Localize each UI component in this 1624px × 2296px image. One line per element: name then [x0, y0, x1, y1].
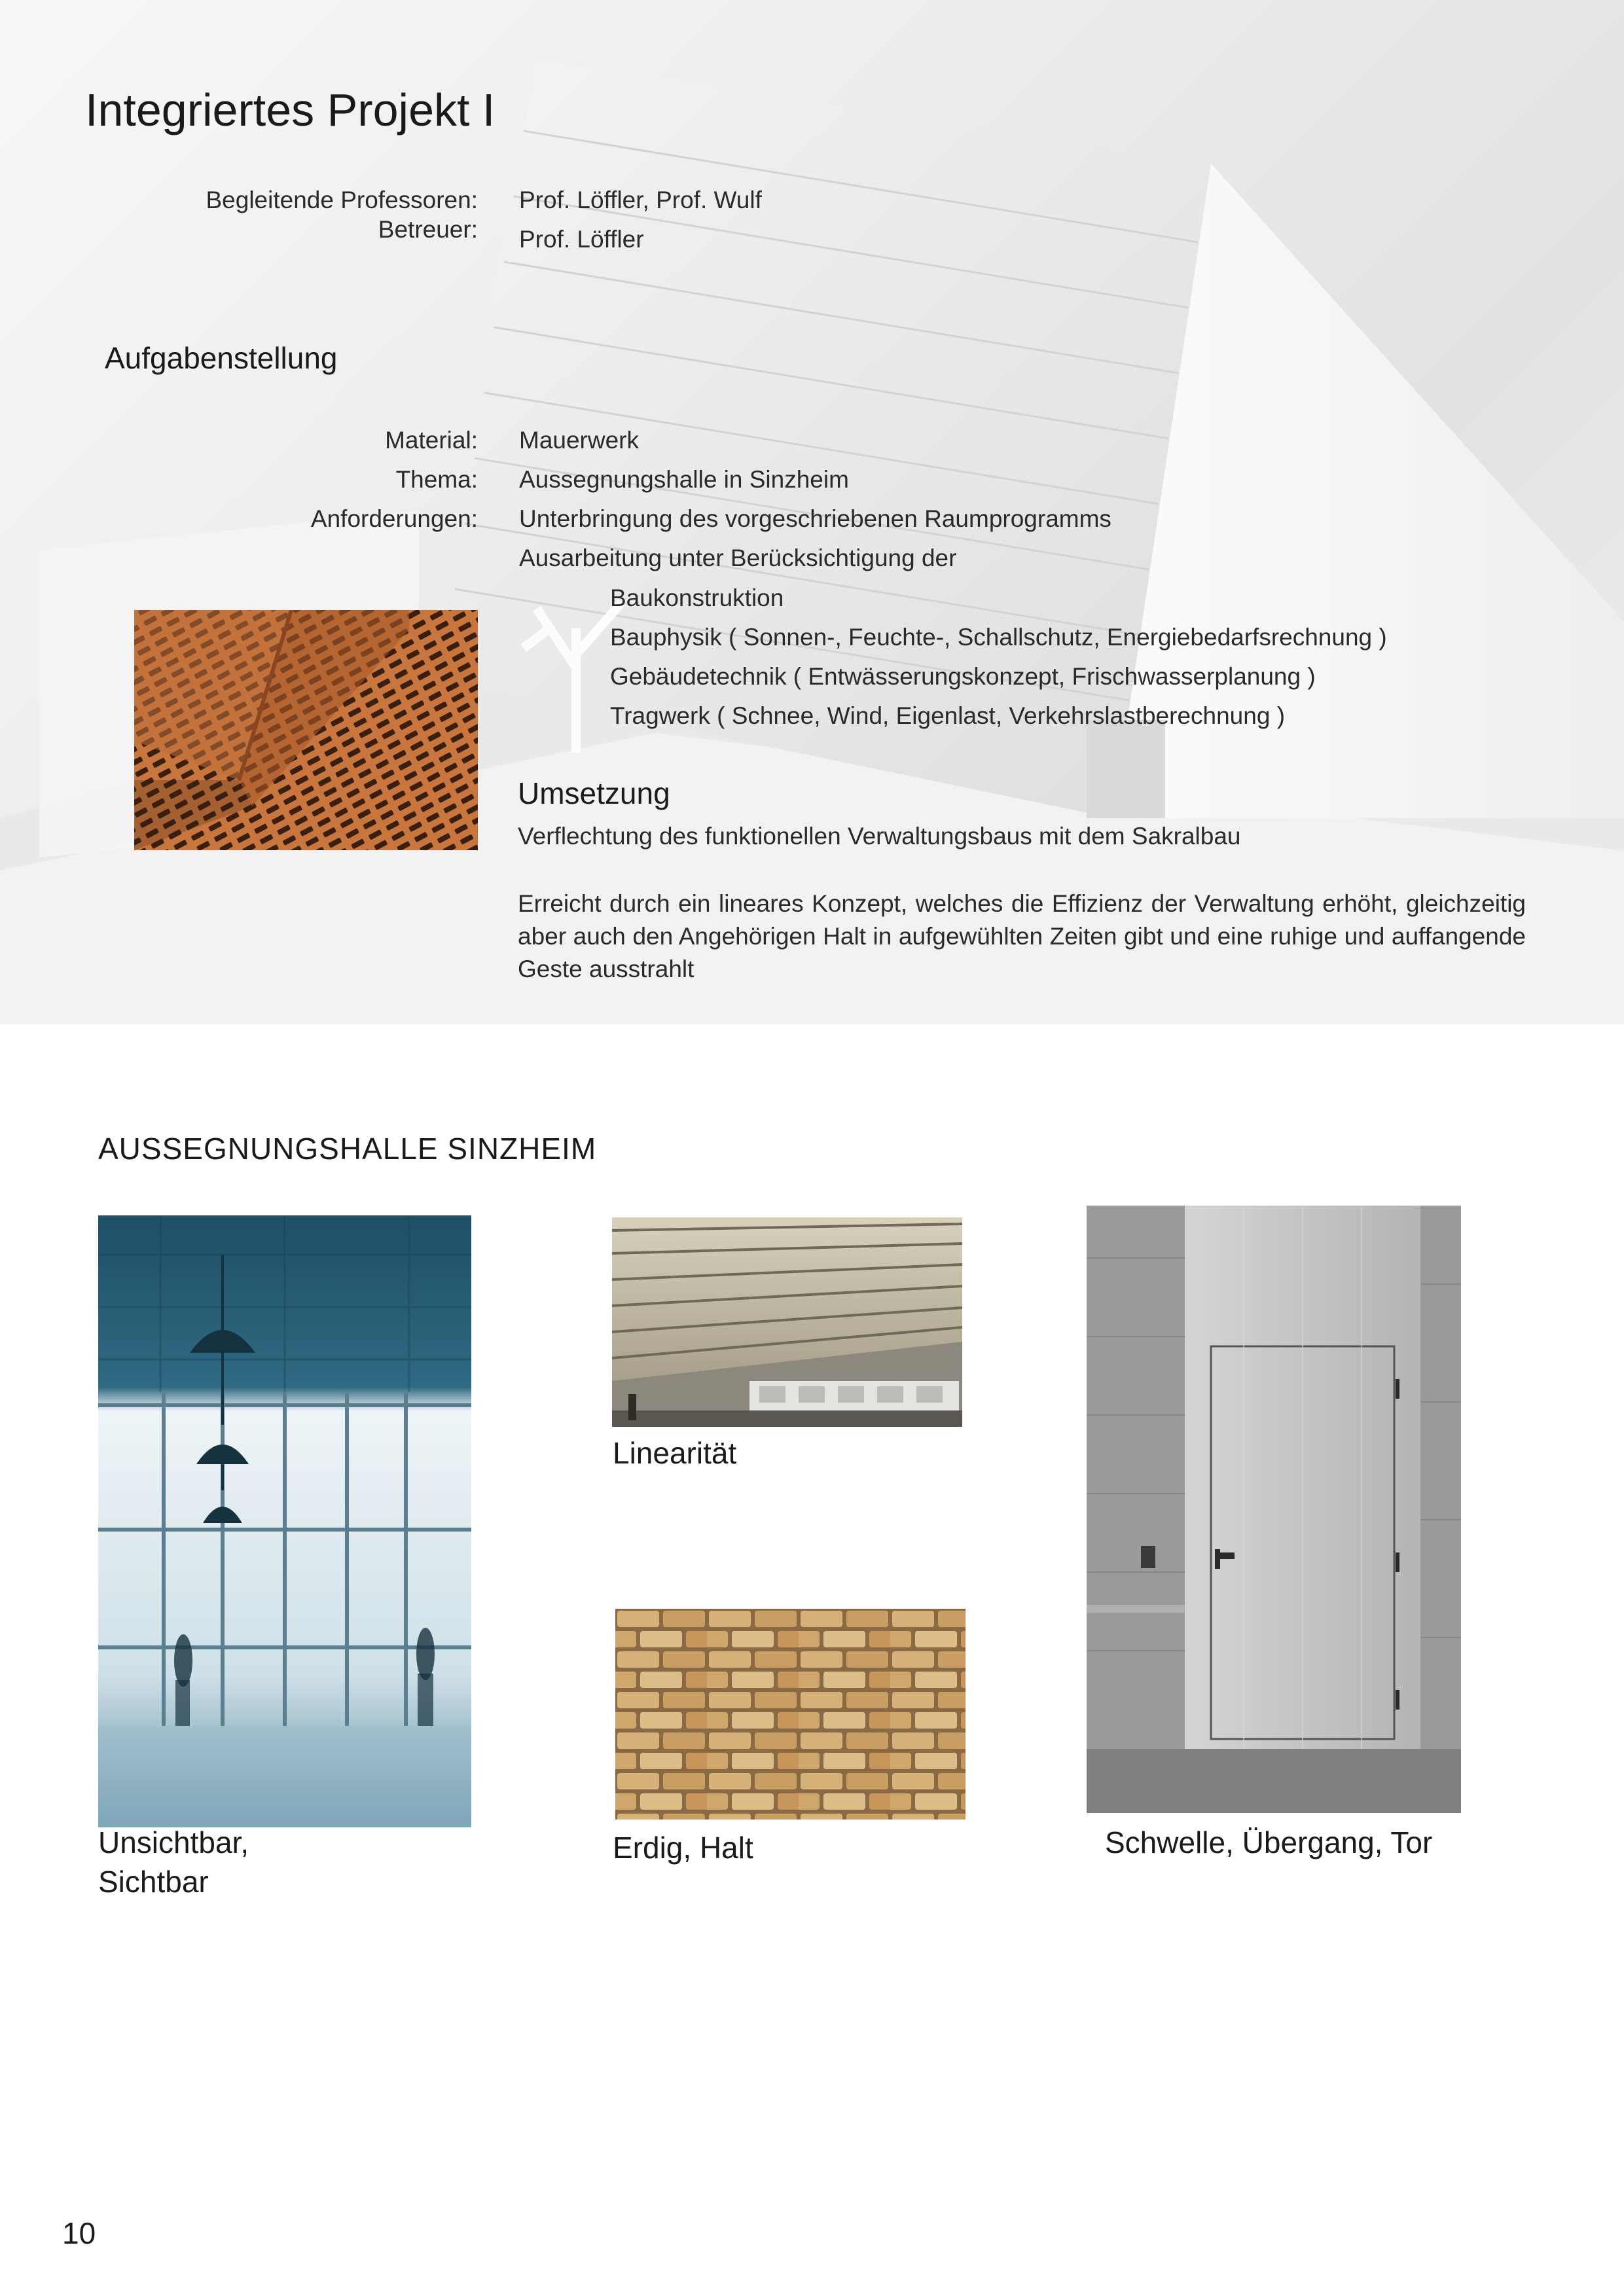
hall-image — [98, 1215, 471, 1827]
material-value: Mauerwerk — [519, 427, 639, 454]
implementation-heading: Umsetzung — [518, 776, 670, 810]
requirement-item: Unterbringung des vorgeschriebenen Raumprogramms — [519, 505, 1111, 532]
material-label: Material: — [385, 427, 478, 454]
door-image — [1087, 1206, 1461, 1813]
supervisor-label: Betreuer: — [378, 216, 478, 243]
professors-label: Begleitende Professoren: — [206, 187, 478, 213]
task-heading: Aufgabenstellung — [105, 341, 338, 375]
implementation-paragraph: Erreicht durch ein lineares Konzept, welches die Effizienz der Verwaltung erhöht, gleichzeitig aber auch den Angehörigen Halt in aufgewühlten Zeiten gibt und eine ruhige und auffangende Geste ausstrahlt — [518, 890, 1526, 982]
professors-value: Prof. Löffler, Prof. Wulf — [519, 187, 762, 213]
sub-requirement-item: Tragwerk ( Schnee, Wind, Eigenlast, Verkehrslastberechnung ) — [610, 702, 1286, 729]
requirements-label: Anforderungen: — [310, 505, 478, 532]
page-title: Integriertes Projekt I — [85, 84, 496, 135]
moodboard-heading: AUSSEGNUNGSHALLE SINZHEIM — [98, 1132, 597, 1166]
hall-caption-line2: Sichtbar — [98, 1865, 209, 1899]
requirement-item: Ausarbeitung unter Berücksichtigung der — [519, 545, 957, 571]
linearity-caption: Linearität — [613, 1436, 737, 1470]
linearity-image — [612, 1217, 962, 1427]
supervisor-value: Prof. Löffler — [519, 226, 644, 253]
implementation-line: Verflechtung des funktionellen Verwaltungsbaus mit dem Sakralbau — [518, 823, 1241, 850]
perforated-brick-image — [134, 610, 478, 850]
hall-caption-line1: Unsichtbar, — [98, 1825, 249, 1859]
sub-requirement-item: Gebäudetechnik ( Entwässerungskonzept, Frischwasserplanung ) — [610, 663, 1316, 690]
brick-caption: Erdig, Halt — [613, 1831, 753, 1865]
door-caption: Schwelle, Übergang, Tor — [1105, 1825, 1433, 1859]
sub-requirement-item: Bauphysik ( Sonnen-, Feuchte-, Schallschutz, Energiebedarfsrechnung ) — [610, 624, 1387, 651]
brick-wall-image — [615, 1609, 965, 1820]
page-number: 10 — [62, 2216, 96, 2250]
theme-label: Thema: — [395, 466, 478, 493]
sub-requirement-item: Baukonstruktion — [610, 584, 784, 611]
theme-value: Aussegnungshalle in Sinzheim — [519, 466, 849, 493]
